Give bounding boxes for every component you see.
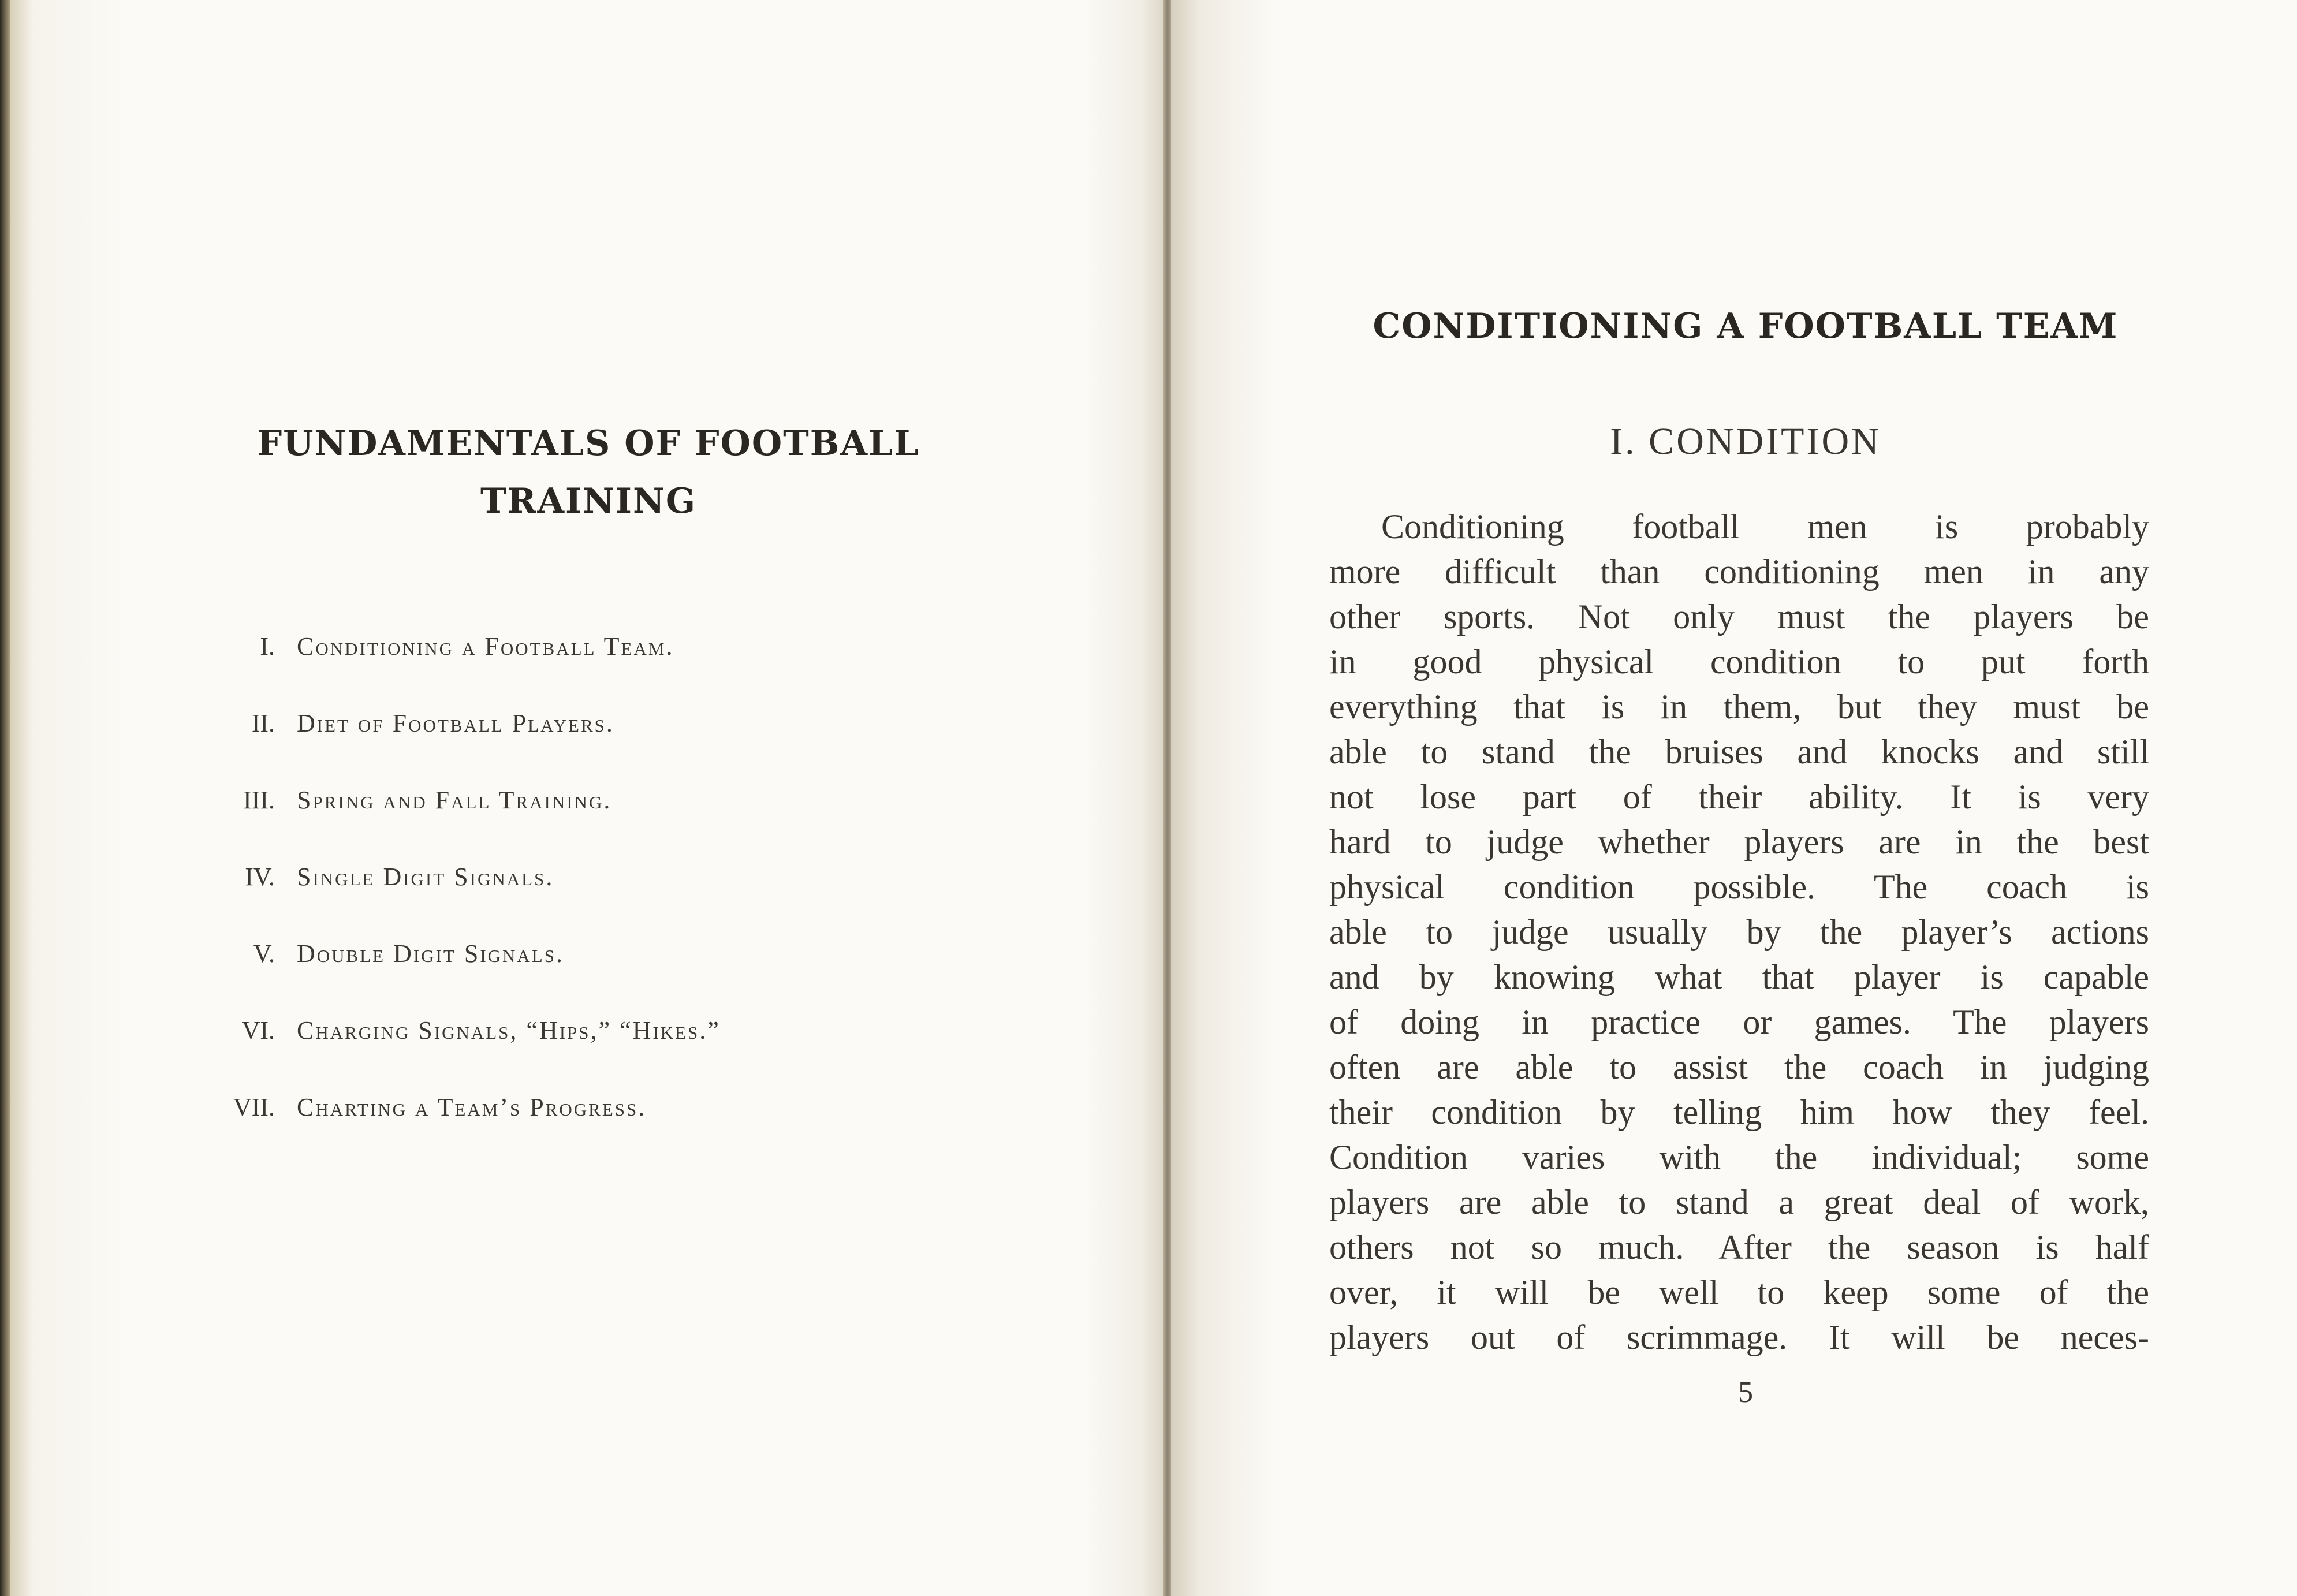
text-line: more difficult than conditioning men in any [1329, 553, 2149, 591]
text-line: in good physical condition to put forth [1329, 643, 2149, 681]
book-title [10, 415, 1166, 530]
toc-item [10, 1008, 1166, 1084]
text-line: Conditioning football men is probably [1381, 508, 2149, 546]
text-line: players are able to stand a great deal of work, [1329, 1183, 2149, 1221]
toc-number: I. [260, 632, 275, 661]
toc-item [10, 854, 1166, 931]
table-of-contents [10, 624, 1166, 1161]
book-title-line-2: TRAINING [480, 481, 697, 521]
text-line: and by knowing what that player is capable [1329, 958, 2149, 996]
toc-number: VI. [241, 1016, 275, 1045]
toc-item [10, 700, 1166, 777]
right-page [1171, 0, 2297, 1596]
toc-item [10, 624, 1166, 700]
toc-entry: Spring and Fall Training. [297, 786, 612, 814]
text-line: physical condition possible. The coach is [1329, 868, 2149, 906]
text-line: others not so much. After the season is half [1329, 1228, 2149, 1266]
text-line: often are able to assist the coach in judging [1329, 1048, 2149, 1086]
toc-entry: Charting a Team’s Progress. [297, 1093, 647, 1121]
toc-number: IV. [245, 863, 275, 891]
book-title-line-1: FUNDAMENTALS OF FOOTBALL [257, 423, 920, 464]
toc-entry: Conditioning a Football Team. [297, 632, 674, 661]
toc-entry: Double Digit Signals. [297, 939, 564, 968]
section-heading: I. CONDITION [1610, 420, 1881, 463]
text-line: over, it will be well to keep some of the [1329, 1273, 2149, 1311]
text-line: their condition by telling him how they feel. [1329, 1093, 2149, 1131]
text-line: everything that is in them, but they must be [1329, 688, 2149, 726]
toc-number: VII. [233, 1093, 275, 1121]
toc-item [10, 777, 1166, 854]
toc-number: V. [253, 939, 275, 968]
toc-entry: Diet of Football Players. [297, 709, 614, 737]
toc-item [10, 931, 1166, 1008]
text-line: players out of scrimmage. It will be neces- [1329, 1318, 2149, 1356]
text-line: other sports. Not only must the players be [1329, 598, 2149, 636]
body-paragraph [1329, 504, 2149, 1360]
text-line: able to judge usually by the player’s actions [1329, 913, 2149, 951]
text-line: of doing in practice or games. The players [1329, 1003, 2149, 1041]
toc-number: III. [243, 786, 275, 814]
text-line: able to stand the bruises and knocks and still [1329, 733, 2149, 771]
toc-entry: Single Digit Signals. [297, 863, 554, 891]
text-line: hard to judge whether players are in the best [1329, 823, 2149, 861]
text-line: Condition varies with the individual; some [1329, 1138, 2149, 1176]
toc-entry: Charging Signals, “Hips,” “Hikes.” [297, 1016, 721, 1045]
toc-item [10, 1084, 1166, 1161]
toc-number: II. [251, 709, 275, 737]
text-line: not lose part of their ability. It is very [1329, 778, 2149, 816]
page-number: 5 [1738, 1376, 1753, 1409]
chapter-title: CONDITIONING A FOOTBALL TEAM [1373, 306, 2119, 346]
left-page [10, 0, 1166, 1596]
